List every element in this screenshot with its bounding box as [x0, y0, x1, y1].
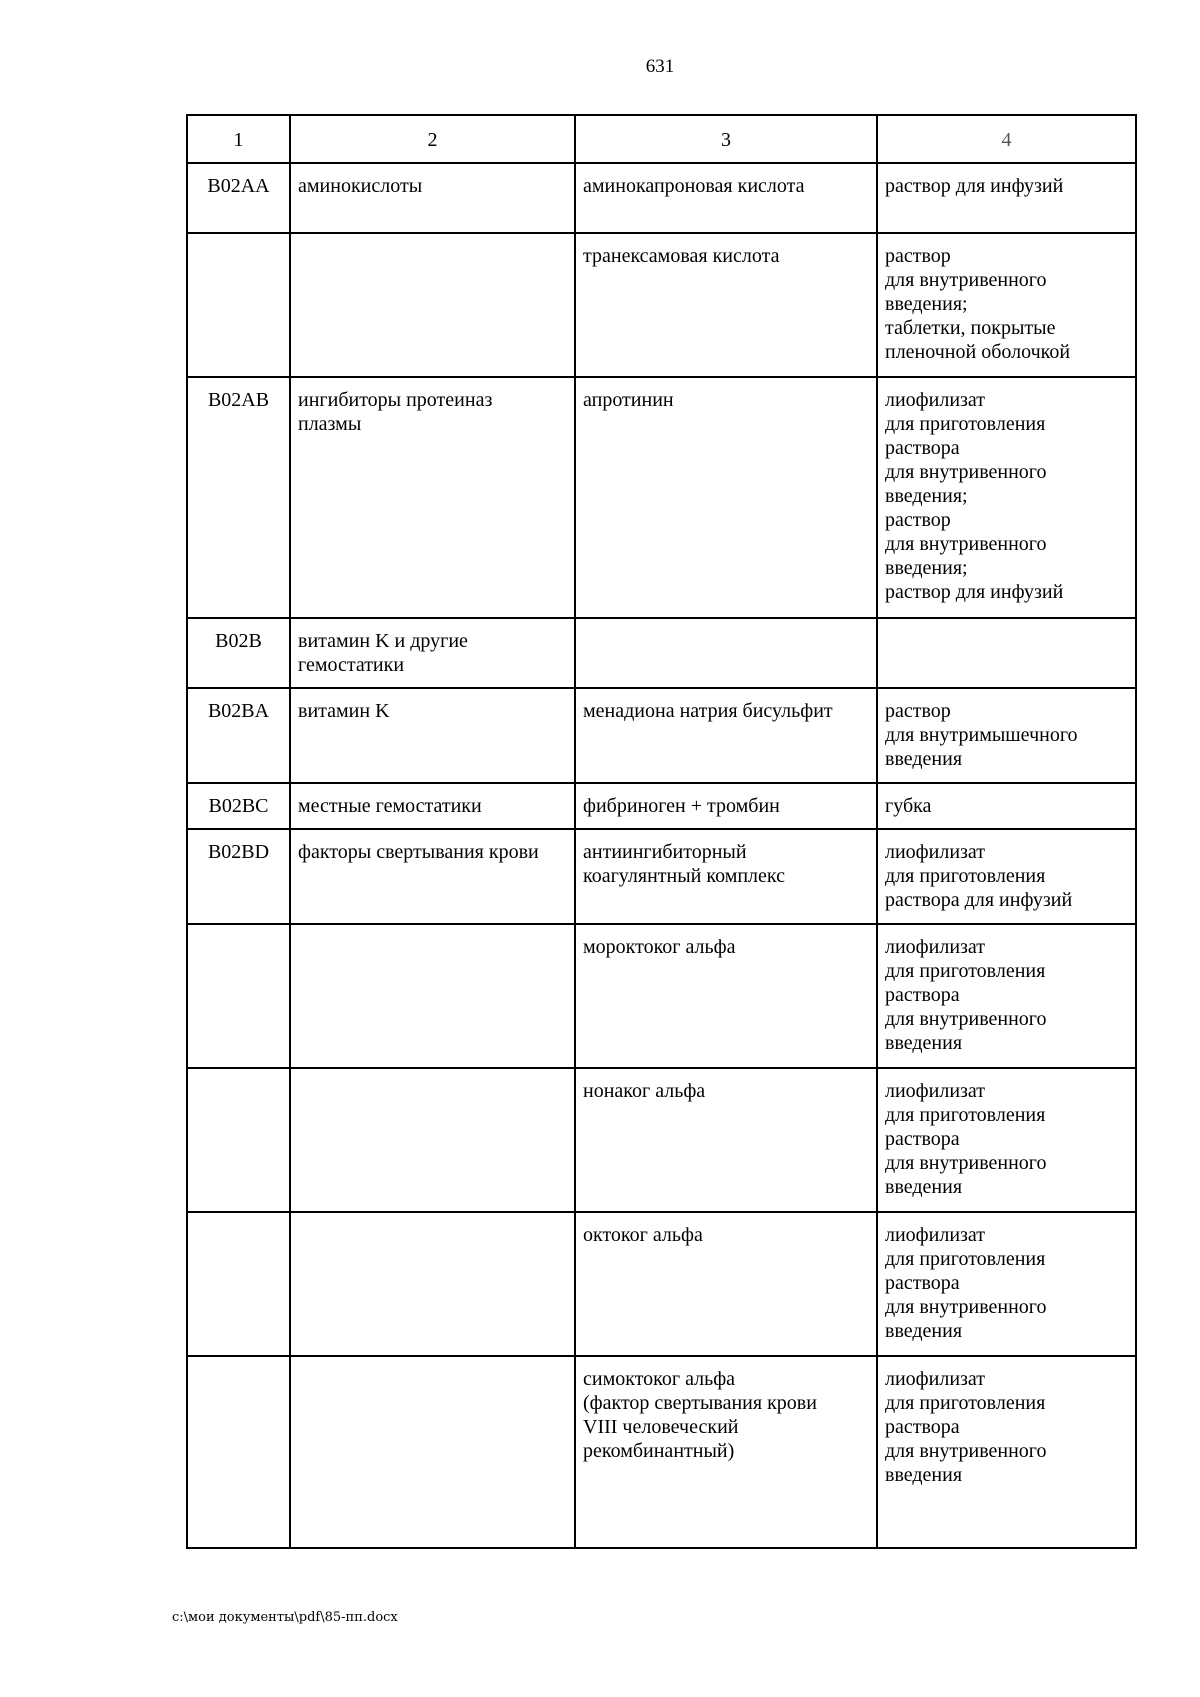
atc-code-cell: B02BC: [187, 783, 290, 829]
dosage-form-cell: лиофилизат для приготовления раствора для внутривенного введения: [877, 1068, 1136, 1212]
group-cell: факторы свертывания крови: [290, 829, 575, 924]
header-cell: 3: [575, 115, 877, 163]
table-row: [187, 377, 1136, 618]
header-cell: 2: [290, 115, 575, 163]
atc-code-cell: [187, 924, 290, 1068]
group-cell: ингибиторы протеиназ плазмы: [290, 377, 575, 618]
table-row: [187, 1068, 1136, 1212]
dosage-form-cell: лиофилизат для приготовления раствора для инфузий: [877, 829, 1136, 924]
table-row: [187, 1212, 1136, 1356]
dosage-form-cell: раствор для инфузий: [877, 163, 1136, 233]
document-path-footer: c:\мои документы\pdf\85-пп.docx: [172, 1610, 398, 1625]
table-row: [187, 233, 1136, 377]
table-row: [187, 618, 1136, 688]
substance-cell: фибриноген + тромбин: [575, 783, 877, 829]
dosage-form-cell: лиофилизат для приготовления раствора для внутривенного введения: [877, 1356, 1136, 1548]
substance-cell: менадиона натрия бисульфит: [575, 688, 877, 783]
group-cell: местные гемостатики: [290, 783, 575, 829]
page-number: 631: [645, 56, 675, 77]
substance-cell: антиингибиторный коагулянтный комплекс: [575, 829, 877, 924]
substance-cell: октоког альфа: [575, 1212, 877, 1356]
table-row: [187, 688, 1136, 783]
atc-code-cell: [187, 1356, 290, 1548]
header-cell: 1: [187, 115, 290, 163]
table-row: [187, 924, 1136, 1068]
atc-code-cell: B02B: [187, 618, 290, 688]
substance-cell: апротинин: [575, 377, 877, 618]
dosage-form-cell: губка: [877, 783, 1136, 829]
atc-code-cell: B02BA: [187, 688, 290, 783]
table-row: [187, 163, 1136, 233]
atc-code-cell: [187, 1212, 290, 1356]
dosage-form-cell: лиофилизат для приготовления раствора для внутривенного введения: [877, 924, 1136, 1068]
table-row: [187, 829, 1136, 924]
group-cell: [290, 233, 575, 377]
table-header-row: [187, 115, 1136, 163]
substance-cell: нонаког альфа: [575, 1068, 877, 1212]
atc-code-cell: B02AB: [187, 377, 290, 618]
group-cell: аминокислоты: [290, 163, 575, 233]
drug-table: [186, 114, 1137, 1549]
substance-cell: симоктоког альфа (фактор свертывания крови VIII человеческий рекомбинантный): [575, 1356, 877, 1548]
atc-code-cell: B02AA: [187, 163, 290, 233]
atc-code-cell: [187, 1068, 290, 1212]
table-row: [187, 783, 1136, 829]
dosage-form-cell: лиофилизат для приготовления раствора для внутривенного введения: [877, 1212, 1136, 1356]
substance-cell: транексамовая кислота: [575, 233, 877, 377]
group-cell: [290, 1212, 575, 1356]
header-cell: 4: [877, 115, 1136, 163]
table-row: [187, 1356, 1136, 1548]
substance-cell: аминокапроновая кислота: [575, 163, 877, 233]
dosage-form-cell: раствор для внутримышечного введения: [877, 688, 1136, 783]
group-cell: витамин K: [290, 688, 575, 783]
substance-cell: мороктоког альфа: [575, 924, 877, 1068]
group-cell: [290, 924, 575, 1068]
dosage-form-cell: раствор для внутривенного введения; таблетки, покрытые пленочной оболочкой: [877, 233, 1136, 377]
dosage-form-cell: лиофилизат для приготовления раствора для внутривенного введения; раствор для внутривенного введения; раствор для инфузий: [877, 377, 1136, 618]
group-cell: витамин K и другие гемостатики: [290, 618, 575, 688]
dosage-form-cell: [877, 618, 1136, 688]
atc-code-cell: B02BD: [187, 829, 290, 924]
group-cell: [290, 1068, 575, 1212]
atc-code-cell: [187, 233, 290, 377]
group-cell: [290, 1356, 575, 1548]
substance-cell: [575, 618, 877, 688]
